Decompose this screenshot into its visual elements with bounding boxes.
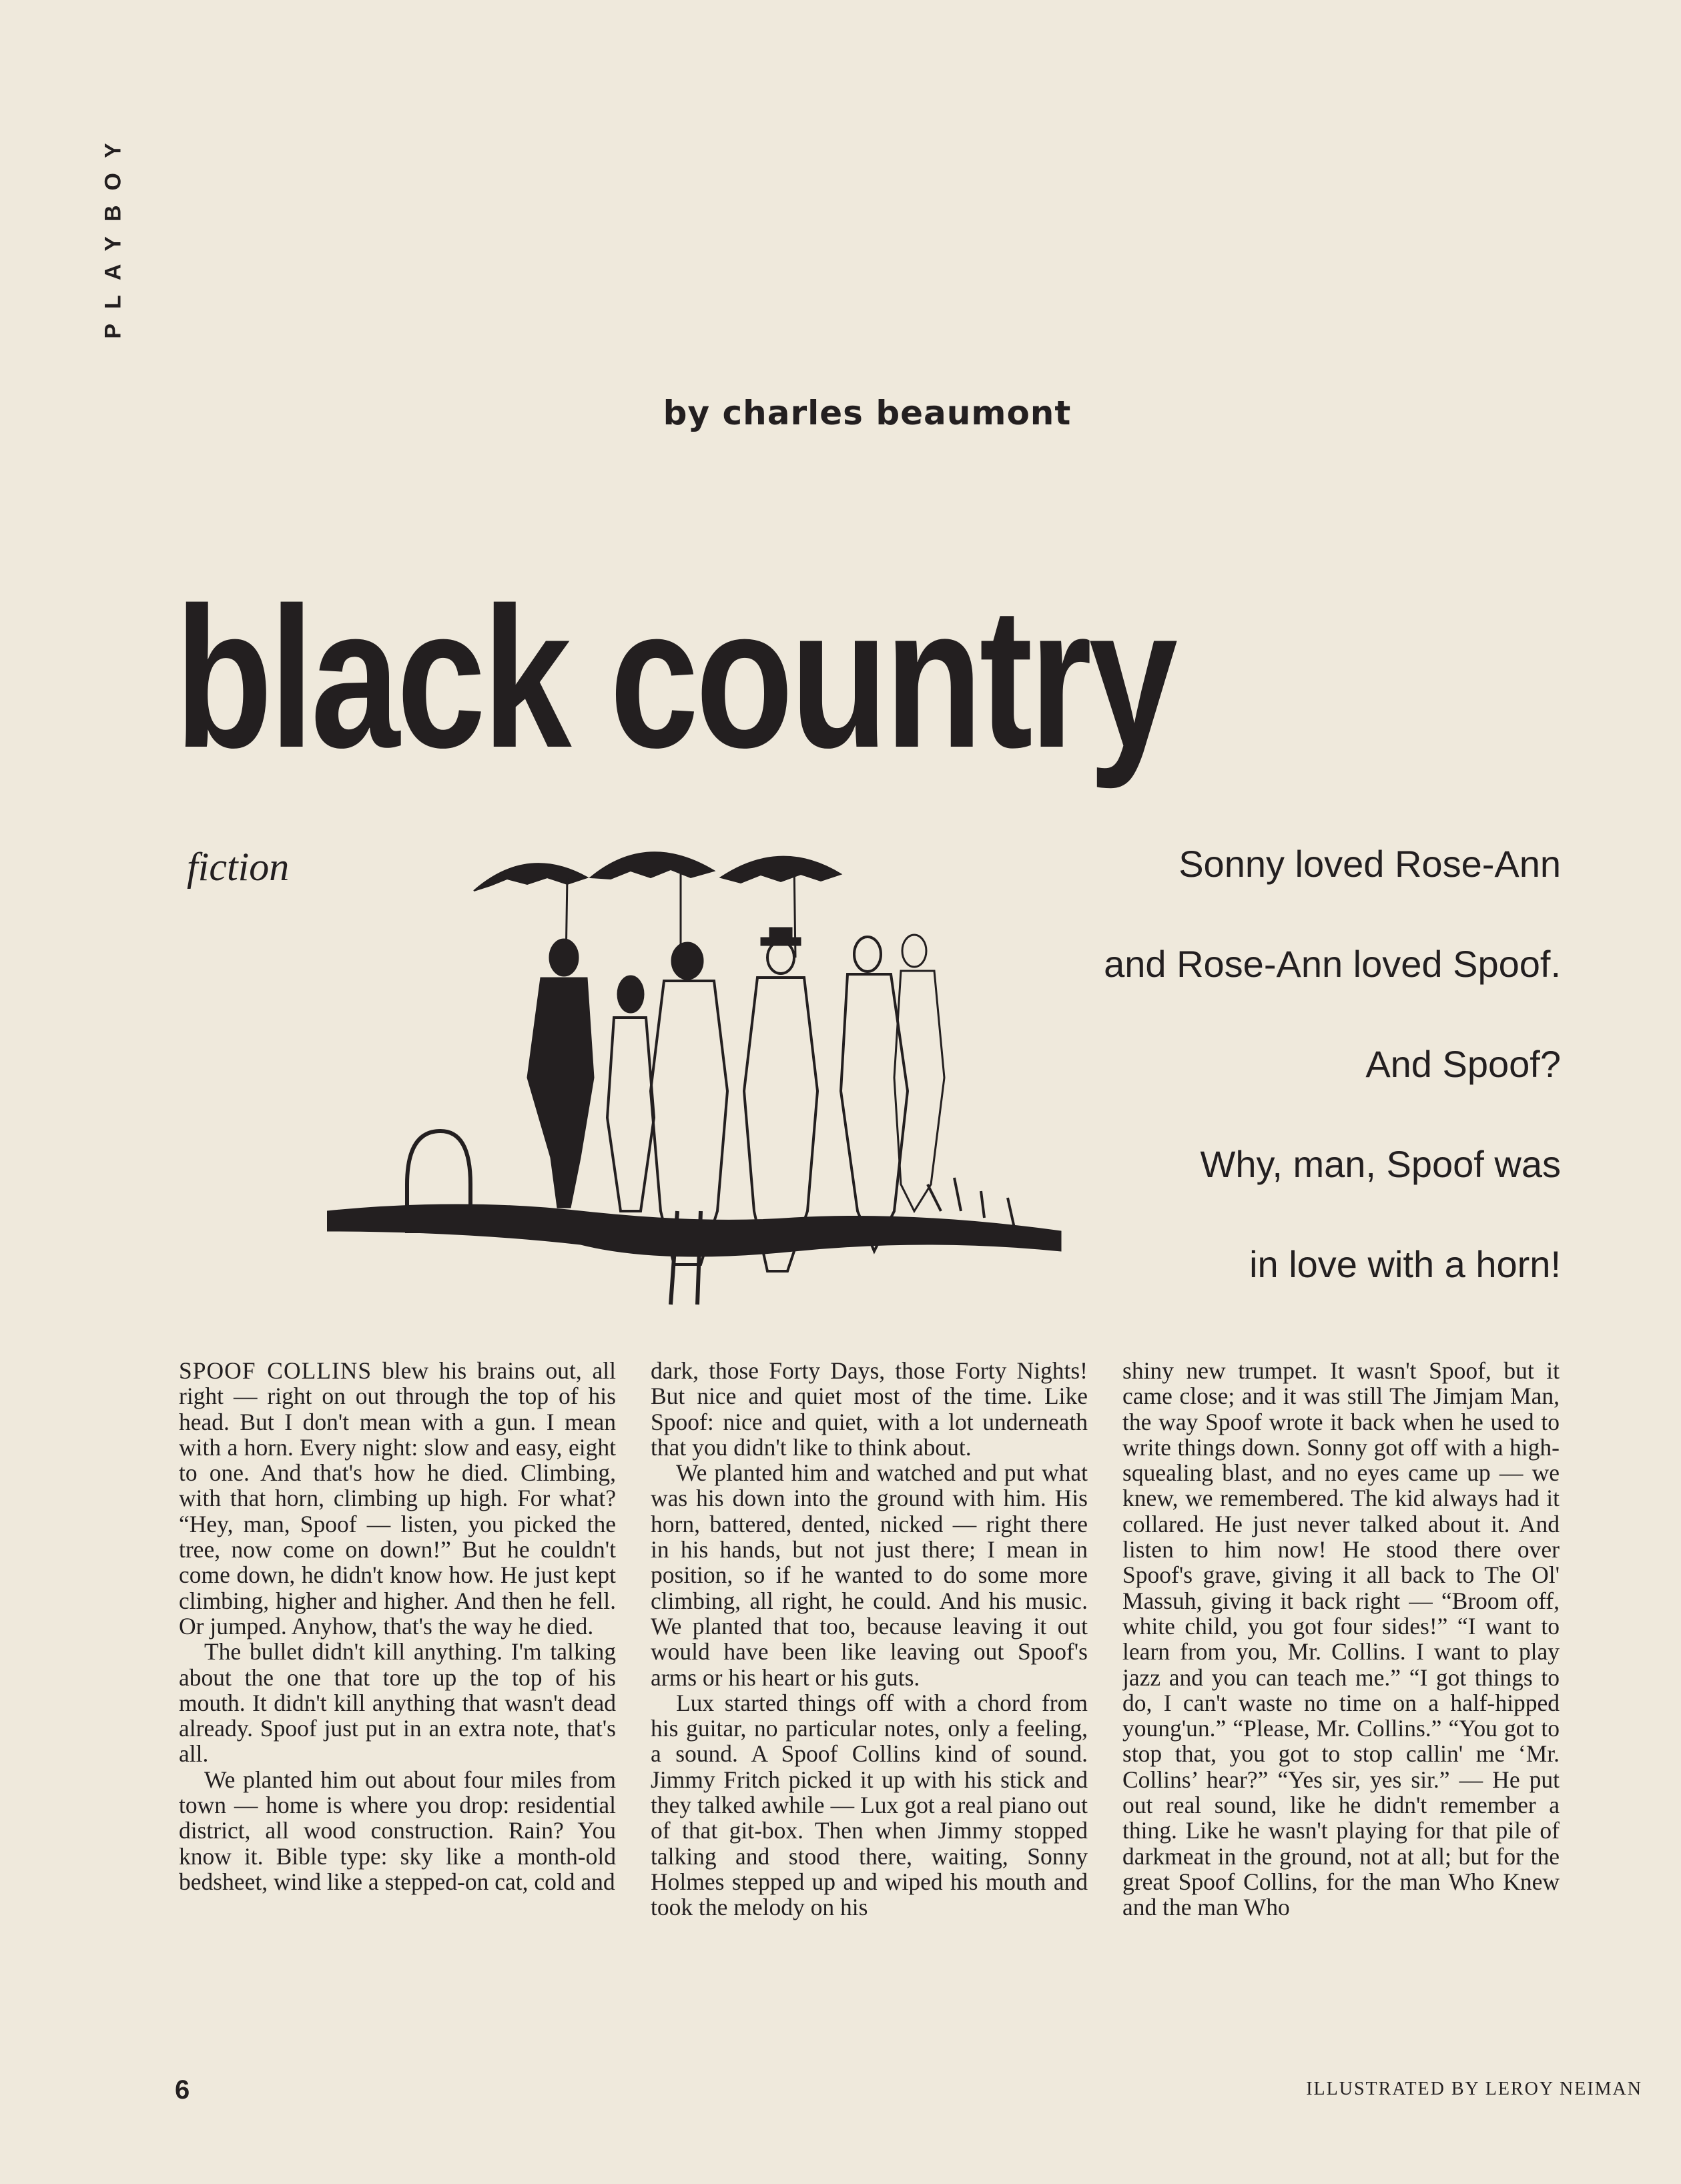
body-column-1 [179, 1358, 616, 2032]
tagline-line: And Spoof? [1365, 1043, 1561, 1085]
byline [0, 394, 1681, 432]
lead-in: SPOOF COLLINS [179, 1358, 372, 1384]
paragraph: We planted him and watched and put what was his down into the ground with him. His horn, battered, dented, nicked — right there in his hands, but not just there; I mean in position, so if he wanted to do some more climbing, all right, he could. And his music. We planted that too, because leaving it out would have been like leaving out Spoof's arms or his heart or his guts. [651, 1459, 1088, 1691]
section-label: fiction [187, 845, 290, 889]
masthead [93, 100, 133, 367]
tagline-line: Why, man, Spoof was [1200, 1143, 1561, 1185]
paragraph: We planted him out about four miles from town — home is where you drop: residential district, all wood construction. Rain? You know it. Bible type: sky like a month-old bedsheet, wind like a stepped-on cat, cold and [179, 1766, 616, 1895]
page-number: 6 [175, 2075, 190, 2105]
tagline [960, 834, 1561, 1335]
paragraph: shiny new trumpet. It wasn't Spoof, but it came close; and it was still The Jimjam Man, the way Spoof wrote it back when he used to write things down. Sonny got off with a high-squealing blast, and no eyes came up — we knew, we remembered. The kid always had it collared. He just never talked about it. And listen to him now! He stood there over Spoof's grave, giving it all back to The Ol' Massuh, giving it back right — “Broom off, white child, you got four sides!” “I want to learn from you, Mr. Collins. I want to play jazz and you can teach me.” “I got things to do, I can't waste no time on a half-hipped young'un.” “Please, Mr. Collins.” “You got to stop that, you got to stop callin' me ‘Mr. Collins’ hear?” “Yes sir, yes sir.” — He put out real sound, like he didn't remember a thing. Like he wasn't playing for that pile of darkmeat in the ground, not at all; but for the great Spoof Collins, for the man Who Knew and the man Who [1122, 1358, 1560, 1921]
paragraph: dark, those Forty Days, those Forty Nights! But nice and quiet most of the time. Like Spoof: nice and quiet, with a lot underneath that you didn't like to think about. [651, 1358, 1088, 1461]
body-column-2 [651, 1358, 1088, 2032]
body-column-3 [1122, 1358, 1560, 2032]
byline-text: by charles beaumont [663, 394, 1072, 432]
tagline-line: Sonny loved Rose-Ann [1179, 843, 1561, 885]
paragraph: Lux started things off with a chord from his guitar, no particular notes, only a feeling, a sound. A Spoof Collins kind of sound. Jimmy Fritch picked it up with his stick and they talked awhile — Lux got a real piano out of that git-box. Then when Jimmy stopped talking and stood there, waiting, Sonny Holmes stepped up and wiped his mouth and took the melody on his [651, 1689, 1088, 1921]
story-title: black country [175, 565, 1175, 789]
paragraph: SPOOF COLLINS blew his brains out, all right — right on out through the top of his head. But I don't mean with a gun. I mean with a horn. Every night: slow and easy, eight to one. And that's how he died. Climbing, with that horn, climbing up high. For what? “Hey, man, Spoof — listen, you picked the tree, now come on down!” But he couldn't come down, he didn't know how. He just kept climbing, higher and higher. And then he fell. Or jumped. Anyhow, that's the way he died. [179, 1358, 616, 1640]
masthead-text: PLAYBOY [100, 128, 126, 339]
paragraph: The bullet didn't kill anything. I'm talking about the one that tore up the top of his mouth. It didn't kill anything that wasn't dead already. Spoof just put in an extra note, that's all. [179, 1638, 616, 1768]
tagline-line: in love with a horn! [1249, 1243, 1561, 1285]
tagline-line: and Rose-Ann loved Spoof. [1104, 943, 1561, 985]
illustration-credit: ILLUSTRATED BY LEROY NEIMAN [1306, 2079, 1642, 2099]
